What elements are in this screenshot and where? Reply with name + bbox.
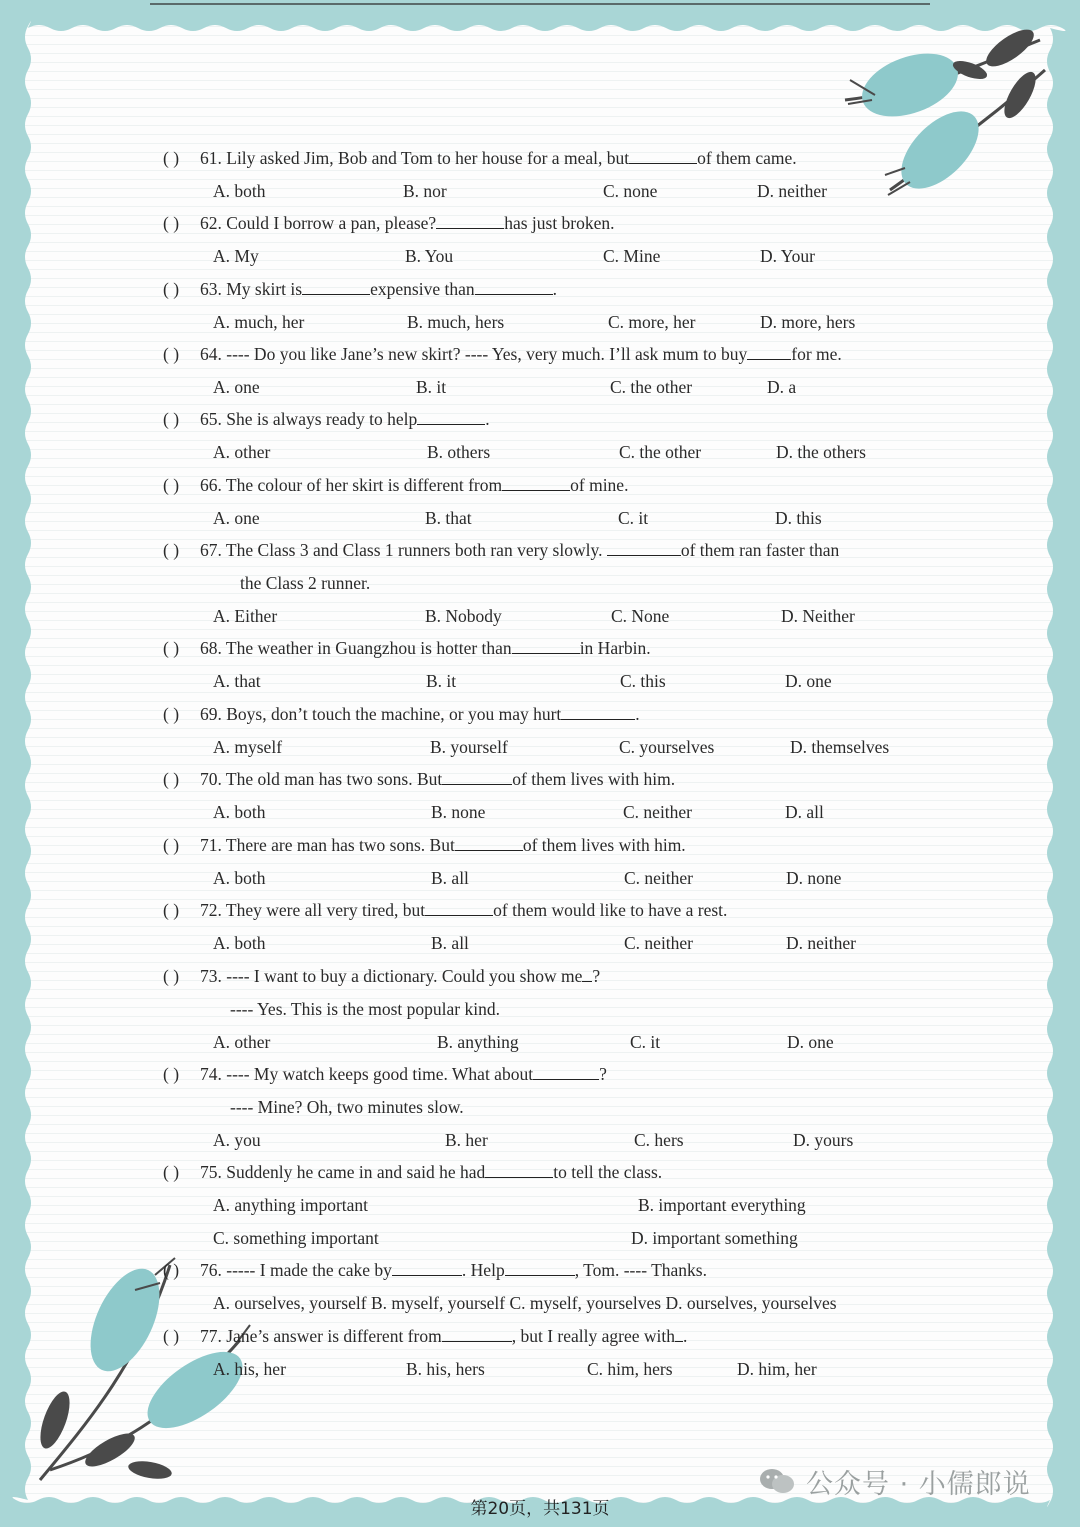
- question-text: .: [485, 409, 490, 429]
- answer-blank[interactable]: [392, 1259, 462, 1276]
- option-c[interactable]: C. it: [618, 508, 649, 528]
- option-b[interactable]: B. all: [431, 933, 469, 953]
- question-text: 75. Suddenly he came in and said he had: [200, 1162, 486, 1182]
- option-d[interactable]: D. neither: [757, 181, 827, 201]
- question-63: [200, 278, 557, 300]
- option-c[interactable]: C. hers: [634, 1130, 684, 1150]
- option-d[interactable]: D. all: [785, 802, 824, 822]
- question-text: , but I really agree with: [511, 1326, 675, 1346]
- option-d[interactable]: D. important something: [631, 1228, 798, 1248]
- question-text: of them lives with him.: [512, 769, 676, 789]
- answer-paren[interactable]: ( ): [163, 1326, 180, 1346]
- option-c[interactable]: C. none: [603, 181, 658, 201]
- question-text: ?: [592, 966, 601, 986]
- question-text: ?: [599, 1064, 607, 1084]
- option-d[interactable]: D. none: [786, 868, 842, 888]
- option-c[interactable]: C. him, hers: [587, 1359, 673, 1379]
- answer-paren[interactable]: ( ): [163, 475, 180, 495]
- option-c[interactable]: C. the other: [619, 442, 702, 462]
- question-text: 67. The Class 3 and Class 1 runners both ran very slowly.: [200, 540, 607, 560]
- question-text: 61. Lily asked Jim, Bob and Tom to her house for a meal, but: [200, 148, 630, 168]
- question-text: 64. ---- Do you like Jane’s new skirt? ---- Yes, very much. I’ll ask mum to buy: [200, 344, 748, 364]
- answer-blank[interactable]: [629, 147, 697, 164]
- question-text: 66. The colour of her skirt is different from: [200, 475, 503, 495]
- option-b[interactable]: B. his, hers: [406, 1359, 485, 1379]
- question-67: [200, 539, 839, 561]
- question-text: 73. ---- I want to buy a dictionary. Could you show me: [200, 966, 583, 986]
- option-a[interactable]: A. other: [213, 442, 271, 462]
- option-a[interactable]: A. one: [213, 377, 260, 397]
- option-a[interactable]: A. both: [213, 868, 266, 888]
- question-text: expensive than: [370, 279, 475, 299]
- question-text: of mine.: [570, 475, 629, 495]
- option-a[interactable]: A. ourselves, yourself B. myself, yourself C. myself, yourselves D. ourselves, yourselves: [213, 1293, 837, 1313]
- option-c[interactable]: C. neither: [624, 933, 694, 953]
- answer-paren[interactable]: ( ): [163, 1064, 180, 1084]
- option-b[interactable]: B. others: [427, 442, 491, 462]
- option-a[interactable]: A. Either: [213, 606, 278, 626]
- answer-blank[interactable]: [607, 539, 681, 556]
- option-d[interactable]: D. neither: [786, 933, 856, 953]
- answer-blank[interactable]: [455, 834, 523, 851]
- option-c[interactable]: C. more, her: [608, 312, 696, 332]
- answer-blank[interactable]: [747, 343, 791, 360]
- question-62: [200, 212, 615, 234]
- answer-blank[interactable]: [533, 1063, 599, 1080]
- answer-blank[interactable]: [425, 899, 493, 916]
- answer-paren[interactable]: ( ): [163, 1260, 180, 1280]
- question-64: [200, 343, 842, 365]
- answer-blank[interactable]: [582, 965, 592, 982]
- option-c[interactable]: C. None: [611, 606, 670, 626]
- option-c[interactable]: C. it: [630, 1032, 661, 1052]
- answer-blank[interactable]: [475, 278, 553, 295]
- question-72: [200, 899, 727, 921]
- answer-paren[interactable]: ( ): [163, 344, 180, 364]
- answer-paren[interactable]: ( ): [163, 900, 180, 920]
- question-text: 65. She is always ready to help: [200, 409, 418, 429]
- question-text: 72. They were all very tired, but: [200, 900, 426, 920]
- option-b[interactable]: B. You: [405, 246, 454, 266]
- question-68: [200, 637, 651, 659]
- option-d[interactable]: D. more, hers: [760, 312, 856, 332]
- question-77: [200, 1325, 687, 1347]
- question-text: of them ran faster than: [680, 540, 840, 560]
- question-text: , Tom. ---- Thanks.: [574, 1260, 707, 1280]
- answer-blank[interactable]: [502, 474, 570, 491]
- answer-blank[interactable]: [485, 1161, 553, 1178]
- question-text: .: [635, 704, 640, 724]
- option-a[interactable]: A. My: [213, 246, 259, 266]
- option-c[interactable]: C. neither: [623, 802, 693, 822]
- question-text: of them lives with him.: [522, 835, 686, 855]
- page-footer: 第20页，共131页: [470, 1499, 610, 1519]
- question-75: [200, 1161, 662, 1183]
- option-b[interactable]: B. nor: [403, 181, 447, 201]
- option-c[interactable]: C. something important: [213, 1228, 379, 1248]
- question-70: [200, 768, 675, 790]
- question-69: [200, 703, 640, 725]
- question-65: [200, 408, 490, 430]
- question-continuation: ---- Yes. This is the most popular kind.: [230, 999, 500, 1019]
- answer-paren[interactable]: ( ): [163, 540, 180, 560]
- question-text: .: [682, 1326, 688, 1346]
- question-76: [200, 1259, 707, 1281]
- option-a[interactable]: A. anything important: [213, 1195, 369, 1215]
- question-text: for me.: [791, 344, 842, 364]
- answer-blank[interactable]: [417, 408, 485, 425]
- option-c[interactable]: C. Mine: [603, 246, 661, 266]
- option-a[interactable]: A. both: [213, 802, 266, 822]
- question-66: [200, 474, 628, 496]
- option-b[interactable]: B. anything: [437, 1032, 519, 1052]
- question-text: of them would like to have a rest.: [493, 900, 728, 920]
- question-text: 74. ---- My watch keeps good time. What about: [200, 1064, 534, 1084]
- answer-paren[interactable]: ( ): [163, 835, 180, 855]
- option-a[interactable]: A. much, her: [213, 312, 305, 332]
- answer-blank[interactable]: [512, 637, 580, 654]
- question-text: 77. Jane’s answer is different from: [200, 1326, 442, 1346]
- option-b[interactable]: B. all: [431, 868, 469, 888]
- answer-blank[interactable]: [302, 278, 370, 295]
- question-text: 69. Boys, don’t touch the machine, or you may hurt: [200, 704, 562, 724]
- option-d[interactable]: D. him, her: [737, 1359, 817, 1379]
- top-rule: [150, 3, 930, 5]
- question-text: 76. ----- I made the cake by: [200, 1260, 392, 1280]
- option-c[interactable]: C. this: [620, 671, 666, 691]
- question-continuation: the Class 2 runner.: [240, 573, 371, 593]
- question-61: [200, 147, 797, 169]
- option-d[interactable]: D. a: [767, 377, 797, 397]
- option-c[interactable]: C. neither: [624, 868, 694, 888]
- question-text: has just broken.: [504, 213, 615, 233]
- answer-blank[interactable]: [675, 1325, 683, 1342]
- question-text: 68. The weather in Guangzhou is hotter than: [200, 638, 512, 658]
- wechat-icon: [758, 1466, 796, 1496]
- option-a[interactable]: A. both: [213, 933, 266, 953]
- question-73: [200, 965, 600, 987]
- option-a[interactable]: A. you: [213, 1130, 261, 1150]
- answer-paren[interactable]: ( ): [163, 704, 180, 724]
- question-text: 63. My skirt is: [200, 279, 303, 299]
- option-a[interactable]: A. both: [213, 181, 266, 201]
- question-text: 62. Could I borrow a pan, please?: [200, 213, 437, 233]
- answer-paren[interactable]: ( ): [163, 213, 180, 233]
- option-d[interactable]: D. yours: [793, 1130, 854, 1150]
- answer-blank[interactable]: [442, 1325, 512, 1342]
- answer-blank[interactable]: [436, 212, 504, 229]
- option-c[interactable]: C. the other: [610, 377, 693, 397]
- option-a[interactable]: A. myself: [213, 737, 283, 757]
- question-text: . Help: [461, 1260, 505, 1280]
- option-b[interactable]: B. it: [426, 671, 457, 691]
- option-d[interactable]: D. one: [787, 1032, 834, 1052]
- option-b[interactable]: B. her: [445, 1130, 488, 1150]
- option-a[interactable]: A. other: [213, 1032, 271, 1052]
- option-b[interactable]: B. Nobody: [425, 606, 502, 626]
- option-d[interactable]: D. the others: [776, 442, 866, 462]
- answer-paren[interactable]: ( ): [163, 148, 180, 168]
- question-text: in Harbin.: [579, 638, 651, 658]
- option-c[interactable]: C. yourselves: [619, 737, 715, 757]
- answer-paren[interactable]: ( ): [163, 638, 180, 658]
- answer-paren[interactable]: ( ): [163, 1162, 180, 1182]
- question-74: [200, 1063, 607, 1085]
- option-b[interactable]: B. it: [416, 377, 447, 397]
- answer-blank[interactable]: [505, 1259, 575, 1276]
- option-d[interactable]: D. themselves: [790, 737, 890, 757]
- watermark-text: 公众号 · 小儒郎说: [806, 1469, 1031, 1500]
- question-71: [200, 834, 686, 856]
- option-a[interactable]: A. his, her: [213, 1359, 286, 1379]
- question-text: 70. The old man has two sons. But: [200, 769, 443, 789]
- answer-paren[interactable]: ( ): [163, 769, 180, 789]
- option-b[interactable]: B. yourself: [430, 737, 508, 757]
- question-continuation: ---- Mine? Oh, two minutes slow.: [230, 1097, 464, 1117]
- option-d[interactable]: D. Your: [760, 246, 815, 266]
- answer-blank[interactable]: [561, 703, 635, 720]
- option-a[interactable]: A. that: [213, 671, 261, 691]
- option-b[interactable]: B. none: [431, 802, 486, 822]
- option-b[interactable]: B. much, hers: [407, 312, 505, 332]
- option-b[interactable]: B. important everything: [638, 1195, 806, 1215]
- option-d[interactable]: D. one: [785, 671, 832, 691]
- answer-paren[interactable]: ( ): [163, 966, 180, 986]
- answer-blank[interactable]: [442, 768, 512, 785]
- question-text: to tell the class.: [553, 1162, 663, 1182]
- question-text: .: [552, 279, 557, 299]
- question-text: of them came.: [697, 148, 797, 168]
- option-d[interactable]: D. this: [775, 508, 822, 528]
- answer-paren[interactable]: ( ): [163, 279, 180, 299]
- question-text: 71. There are man has two sons. But: [200, 835, 455, 855]
- option-d[interactable]: D. Neither: [781, 606, 855, 626]
- option-b[interactable]: B. that: [425, 508, 472, 528]
- option-a[interactable]: A. one: [213, 508, 260, 528]
- answer-paren[interactable]: ( ): [163, 409, 180, 429]
